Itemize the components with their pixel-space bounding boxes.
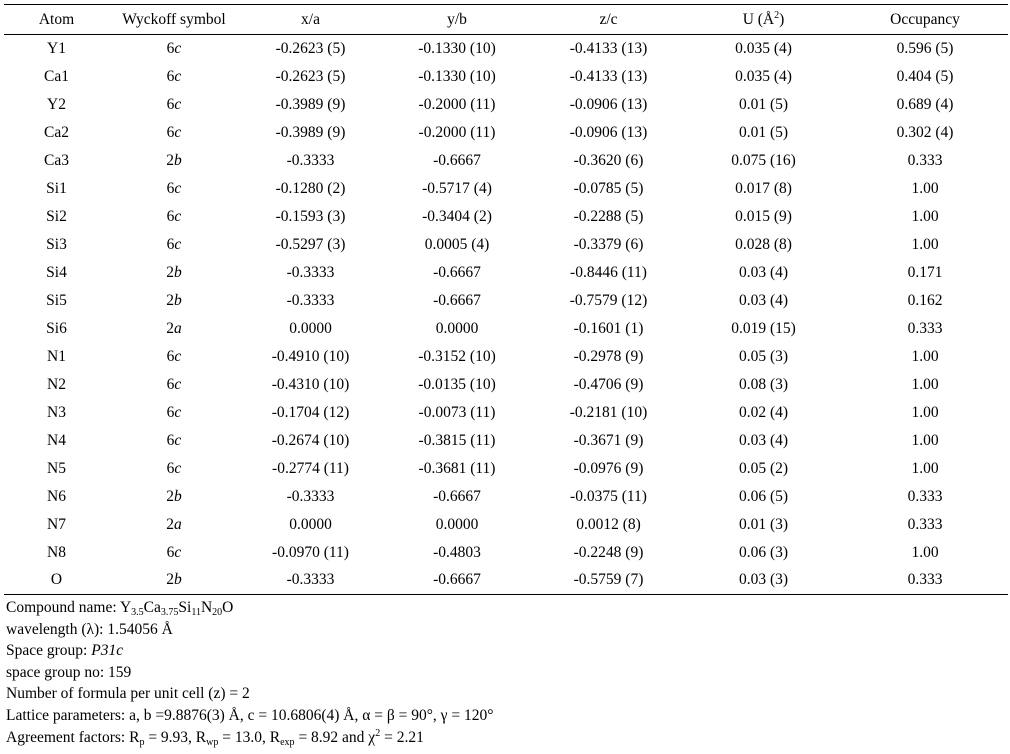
wyckoff-letter: c — [174, 375, 182, 393]
cell-occupancy: 0.162 — [907, 291, 943, 309]
text-run: Ca — [143, 599, 161, 616]
cell-u: 0.035 (4) — [735, 39, 792, 57]
cell-z: -0.2288 (5) — [573, 207, 644, 225]
header-z: z/c — [599, 10, 618, 28]
cell-z: -0.7579 (12) — [569, 291, 648, 309]
wyckoff-letter: c — [174, 431, 182, 449]
wyckoff-multiplicity: 6 — [166, 543, 175, 561]
compound-name-line — [6, 597, 1006, 619]
table-row — [4, 147, 1008, 175]
wyckoff-multiplicity: 2 — [166, 291, 174, 309]
cell-y: 0.0000 — [435, 319, 479, 337]
wyckoff-multiplicity: 6 — [166, 123, 175, 141]
cell-occupancy: 0.404 (5) — [896, 67, 954, 85]
wyckoff-multiplicity: 6 — [166, 459, 175, 477]
cell-atom: N8 — [47, 543, 66, 561]
table-row — [4, 315, 1008, 343]
subscript: 3.5 — [131, 607, 144, 618]
cell-z: -0.4133 (13) — [569, 67, 648, 85]
cell-u: 0.05 (3) — [738, 347, 789, 365]
header-atom: Atom — [38, 10, 75, 28]
wyckoff-multiplicity: 2 — [166, 487, 174, 505]
cell-z: -0.1601 (1) — [573, 319, 644, 337]
cell-x: -0.4310 (10) — [271, 375, 350, 393]
cell-x: -0.2774 (11) — [272, 459, 349, 477]
cell-atom: Si2 — [46, 207, 67, 225]
cell-x: -0.1704 (12) — [271, 403, 350, 421]
text-run: N — [200, 599, 213, 616]
cell-u: 0.08 (3) — [738, 375, 789, 393]
cell-wyckoff — [109, 483, 239, 511]
cell-atom: Ca3 — [44, 151, 69, 169]
cell-wyckoff — [109, 287, 239, 315]
table-row — [4, 203, 1008, 231]
text-run: = 9.93, R — [144, 728, 207, 746]
table-row — [4, 455, 1008, 483]
cell-x: -0.3989 (9) — [275, 95, 346, 113]
table-row — [4, 371, 1008, 399]
cell-u: 0.03 (4) — [738, 291, 789, 309]
cell-wyckoff — [109, 343, 239, 371]
table-row — [4, 287, 1008, 315]
cell-u: 0.05 (2) — [738, 459, 789, 477]
cell-occupancy: 0.333 — [907, 571, 943, 589]
cell-atom: N6 — [47, 487, 66, 505]
text-run: O — [222, 599, 234, 616]
wyckoff-letter: b — [174, 263, 182, 281]
cell-y: -0.6667 — [433, 263, 481, 281]
subscript: 20 — [212, 607, 223, 618]
cell-atom: N4 — [47, 431, 66, 449]
wyckoff-letter: c — [174, 123, 182, 141]
cell-occupancy: 1.00 — [911, 403, 939, 421]
cell-x: -0.3333 — [286, 291, 335, 309]
cell-atom: Si6 — [46, 319, 67, 337]
cell-atom: N1 — [47, 347, 66, 365]
cell-atom: Si4 — [46, 263, 67, 281]
cell-occupancy: 0.171 — [907, 263, 943, 281]
lattice-parameters-line: Lattice parameters: a, b =9.8876(3) Å, c = 10.6806(4) Å, α = β = 90°, γ = 120° — [6, 706, 494, 724]
cell-u: 0.02 (4) — [738, 403, 789, 421]
table-header-row — [4, 5, 1008, 35]
wyckoff-multiplicity: 6 — [166, 95, 175, 113]
cell-wyckoff — [109, 511, 239, 539]
cell-u: 0.028 (8) — [735, 235, 792, 253]
wyckoff-multiplicity: 2 — [166, 515, 174, 533]
wyckoff-letter: c — [174, 95, 182, 113]
subscript: 11 — [191, 607, 201, 618]
space-group-value: P31c — [91, 642, 124, 660]
cell-u: 0.017 (8) — [735, 179, 792, 197]
cell-u: 0.01 (3) — [738, 515, 789, 533]
cell-u: 0.03 (4) — [738, 263, 789, 281]
cell-wyckoff — [109, 147, 239, 175]
cell-occupancy: 0.596 (5) — [896, 39, 954, 57]
cell-x: 0.0000 — [289, 515, 332, 533]
space-group-label: Space group: — [6, 642, 92, 660]
cell-occupancy: 1.00 — [911, 459, 939, 477]
table-row — [4, 259, 1008, 287]
text-run: Si — [178, 599, 192, 616]
cell-y: -0.6667 — [433, 291, 481, 309]
cell-atom: Ca1 — [44, 67, 69, 85]
wyckoff-multiplicity: 6 — [166, 403, 175, 421]
text-run: Y — [119, 599, 132, 616]
cell-z: -0.0906 (13) — [569, 95, 648, 113]
cell-x: -0.3333 — [286, 263, 335, 281]
text-run: R — [129, 728, 140, 746]
cell-wyckoff — [109, 567, 239, 595]
cell-y: -0.3404 (2) — [422, 207, 492, 225]
header-y: y/b — [447, 10, 467, 28]
header-u-close: ) — [779, 10, 785, 28]
cell-occupancy: 0.689 (4) — [896, 95, 954, 113]
cell-z: -0.0375 (11) — [570, 487, 647, 505]
cell-z: -0.3379 (6) — [573, 235, 644, 253]
cell-x: -0.1593 (3) — [275, 207, 346, 225]
cell-z: -0.2248 (9) — [573, 543, 644, 561]
superscript: 2 — [375, 727, 381, 739]
table-row — [4, 343, 1008, 371]
cell-atom: Ca2 — [44, 123, 69, 141]
cell-atom: N2 — [47, 375, 66, 393]
cell-x: -0.2623 (5) — [275, 39, 346, 57]
cell-y: -0.4803 — [433, 543, 481, 561]
table-row — [4, 483, 1008, 511]
cell-x: -0.0970 (11) — [272, 543, 349, 561]
cell-occupancy: 1.00 — [911, 207, 939, 225]
cell-x: -0.1280 (2) — [275, 179, 346, 197]
table-row — [4, 399, 1008, 427]
cell-z: -0.2181 (10) — [569, 403, 648, 421]
cell-atom: N7 — [47, 515, 66, 533]
cell-y: -0.3681 (11) — [418, 459, 496, 477]
cell-y: -0.0135 (10) — [418, 375, 496, 393]
cell-u: 0.01 (5) — [738, 95, 789, 113]
cell-x: 0.0000 — [289, 319, 332, 337]
text-run: = 2.21 — [380, 728, 424, 746]
wyckoff-letter: c — [174, 543, 182, 561]
wyckoff-letter: c — [174, 39, 182, 57]
cell-z: -0.2978 (9) — [573, 347, 644, 365]
text-run: = 8.92 and χ — [294, 728, 376, 746]
wyckoff-letter: c — [174, 459, 182, 477]
cell-u: 0.015 (9) — [735, 207, 792, 225]
cell-occupancy: 1.00 — [911, 375, 939, 393]
cell-occupancy: 1.00 — [911, 179, 939, 197]
cell-occupancy: 1.00 — [911, 543, 939, 561]
cell-y: 0.0005 (4) — [424, 235, 490, 253]
cell-x: -0.3989 (9) — [275, 123, 346, 141]
cell-y: -0.1330 (10) — [418, 67, 496, 85]
wyckoff-multiplicity: 6 — [166, 375, 175, 393]
cell-atom: O — [50, 571, 63, 589]
table-row — [4, 63, 1008, 91]
cell-x: -0.3333 — [286, 151, 335, 169]
cell-wyckoff — [109, 91, 239, 119]
wyckoff-multiplicity: 6 — [166, 347, 175, 365]
agreement-label: Agreement factors: — [6, 728, 130, 746]
cell-y: -0.2000 (11) — [418, 95, 496, 113]
cell-occupancy: 1.00 — [911, 235, 939, 253]
cell-wyckoff — [109, 175, 239, 203]
formula-per-cell-line: Number of formula per unit cell (z) = 2 — [6, 685, 250, 703]
wyckoff-multiplicity: 6 — [166, 179, 175, 197]
cell-atom: Si1 — [46, 179, 67, 197]
cell-occupancy: 0.333 — [907, 487, 943, 505]
cell-occupancy: 1.00 — [911, 347, 939, 365]
wyckoff-multiplicity: 2 — [166, 571, 174, 589]
cell-y: 0.0000 — [435, 515, 479, 533]
wyckoff-multiplicity: 2 — [166, 151, 174, 169]
cell-y: -0.2000 (11) — [418, 123, 496, 141]
cell-wyckoff — [109, 399, 239, 427]
cell-wyckoff — [109, 455, 239, 483]
subscript: p — [139, 736, 145, 748]
table-row — [4, 175, 1008, 203]
agreement-factors-line — [6, 727, 1006, 749]
agreement-values — [129, 729, 424, 746]
cell-x: -0.2623 (5) — [275, 67, 346, 85]
cell-y: -0.6667 — [433, 151, 481, 169]
subscript: exp — [280, 736, 295, 748]
header-u-text: U (Å — [742, 10, 775, 28]
cell-u: 0.03 (4) — [738, 431, 789, 449]
cell-wyckoff — [109, 427, 239, 455]
wyckoff-letter: c — [174, 67, 182, 85]
wyckoff-letter: c — [174, 347, 182, 365]
table-row — [4, 35, 1008, 63]
cell-wyckoff — [109, 119, 239, 147]
wyckoff-letter: b — [174, 487, 182, 505]
table-row — [4, 567, 1008, 595]
cell-atom: Si3 — [46, 235, 67, 253]
cell-occupancy: 0.333 — [907, 151, 943, 169]
cell-occupancy: 1.00 — [911, 431, 939, 449]
cell-u: 0.075 (16) — [731, 151, 796, 169]
cell-u: 0.01 (5) — [738, 123, 789, 141]
wyckoff-multiplicity: 2 — [166, 319, 174, 337]
table-row — [4, 539, 1008, 567]
wyckoff-letter: c — [174, 179, 182, 197]
table-row — [4, 511, 1008, 539]
cell-x: -0.5297 (3) — [275, 235, 346, 253]
table-row — [4, 119, 1008, 147]
table-row — [4, 427, 1008, 455]
cell-wyckoff — [109, 371, 239, 399]
table-row — [4, 91, 1008, 119]
cell-occupancy: 0.302 (4) — [896, 123, 954, 141]
cell-atom: N3 — [47, 403, 66, 421]
cell-wyckoff — [109, 231, 239, 259]
cell-atom: Y1 — [47, 39, 66, 57]
compound-formula — [120, 599, 233, 616]
subscript: 3.75 — [160, 607, 179, 618]
cell-y: -0.1330 (10) — [418, 39, 496, 57]
cell-z: -0.0976 (9) — [573, 459, 644, 477]
cell-z: -0.3671 (9) — [573, 431, 644, 449]
cell-y: -0.3815 (11) — [418, 431, 496, 449]
wyckoff-multiplicity: 6 — [166, 235, 175, 253]
wyckoff-multiplicity: 6 — [166, 431, 175, 449]
space-group-no-line: space group no: 159 — [6, 663, 132, 681]
cell-y: -0.3152 (10) — [418, 347, 496, 365]
header-wyckoff: Wyckoff symbol — [122, 10, 226, 28]
header-u — [685, 5, 842, 35]
cell-x: -0.4910 (10) — [271, 347, 350, 365]
wyckoff-letter: b — [174, 291, 182, 309]
wyckoff-multiplicity: 6 — [166, 67, 175, 85]
cell-atom: Si5 — [46, 291, 67, 309]
wyckoff-letter: c — [174, 207, 182, 225]
wavelength-line: wavelength (λ): 1.54056 Å — [6, 620, 173, 638]
cell-y: -0.6667 — [433, 487, 481, 505]
wyckoff-letter: a — [174, 515, 182, 533]
cell-u: 0.035 (4) — [735, 67, 792, 85]
compound-label: Compound name: — [6, 599, 120, 616]
cell-z: -0.4133 (13) — [569, 39, 648, 57]
header-x: x/a — [301, 10, 320, 28]
subscript: wp — [206, 736, 219, 748]
cell-u: 0.06 (3) — [738, 543, 789, 561]
wyckoff-multiplicity: 2 — [166, 263, 174, 281]
table-row — [4, 231, 1008, 259]
cell-wyckoff — [109, 63, 239, 91]
cell-z: -0.0785 (5) — [573, 179, 644, 197]
cell-atom: N5 — [47, 459, 66, 477]
cell-x: -0.3333 — [286, 487, 335, 505]
cell-z: -0.4706 (9) — [573, 375, 644, 393]
cell-y: -0.0073 (11) — [418, 403, 496, 421]
cell-z: -0.5759 (7) — [573, 571, 644, 589]
wyckoff-multiplicity: 6 — [166, 39, 175, 57]
cell-y: -0.6667 — [433, 571, 481, 589]
cell-u: 0.06 (5) — [738, 487, 789, 505]
cell-wyckoff — [109, 259, 239, 287]
cell-wyckoff — [109, 539, 239, 567]
cell-u: 0.019 (15) — [731, 319, 796, 337]
cell-occupancy: 0.333 — [907, 319, 943, 337]
cell-z: -0.3620 (6) — [573, 151, 644, 169]
cell-x: -0.3333 — [286, 571, 335, 589]
cell-y: -0.5717 (4) — [422, 179, 492, 197]
wyckoff-letter: a — [174, 319, 182, 337]
wyckoff-multiplicity: 6 — [166, 207, 175, 225]
text-run: = 13.0, R — [218, 728, 281, 746]
crystal-data-table — [4, 4, 1008, 595]
space-group-line — [6, 640, 1006, 662]
cell-z: 0.0012 (8) — [576, 515, 641, 533]
header-occupancy: Occupancy — [890, 10, 960, 28]
cell-x: -0.2674 (10) — [271, 431, 350, 449]
wyckoff-letter: c — [174, 403, 182, 421]
cell-wyckoff — [109, 35, 239, 63]
wyckoff-letter: b — [174, 571, 182, 589]
cell-atom: Y2 — [47, 95, 66, 113]
cell-wyckoff — [109, 315, 239, 343]
cell-occupancy: 0.333 — [907, 515, 943, 533]
cell-z: -0.0906 (13) — [569, 123, 648, 141]
refinement-notes — [6, 597, 1006, 748]
cell-u: 0.03 (3) — [738, 571, 789, 589]
wyckoff-letter: c — [174, 235, 182, 253]
wyckoff-letter: b — [174, 151, 182, 169]
cell-wyckoff — [109, 203, 239, 231]
header-u-sup: 2 — [774, 9, 780, 21]
cell-z: -0.8446 (11) — [570, 263, 647, 281]
